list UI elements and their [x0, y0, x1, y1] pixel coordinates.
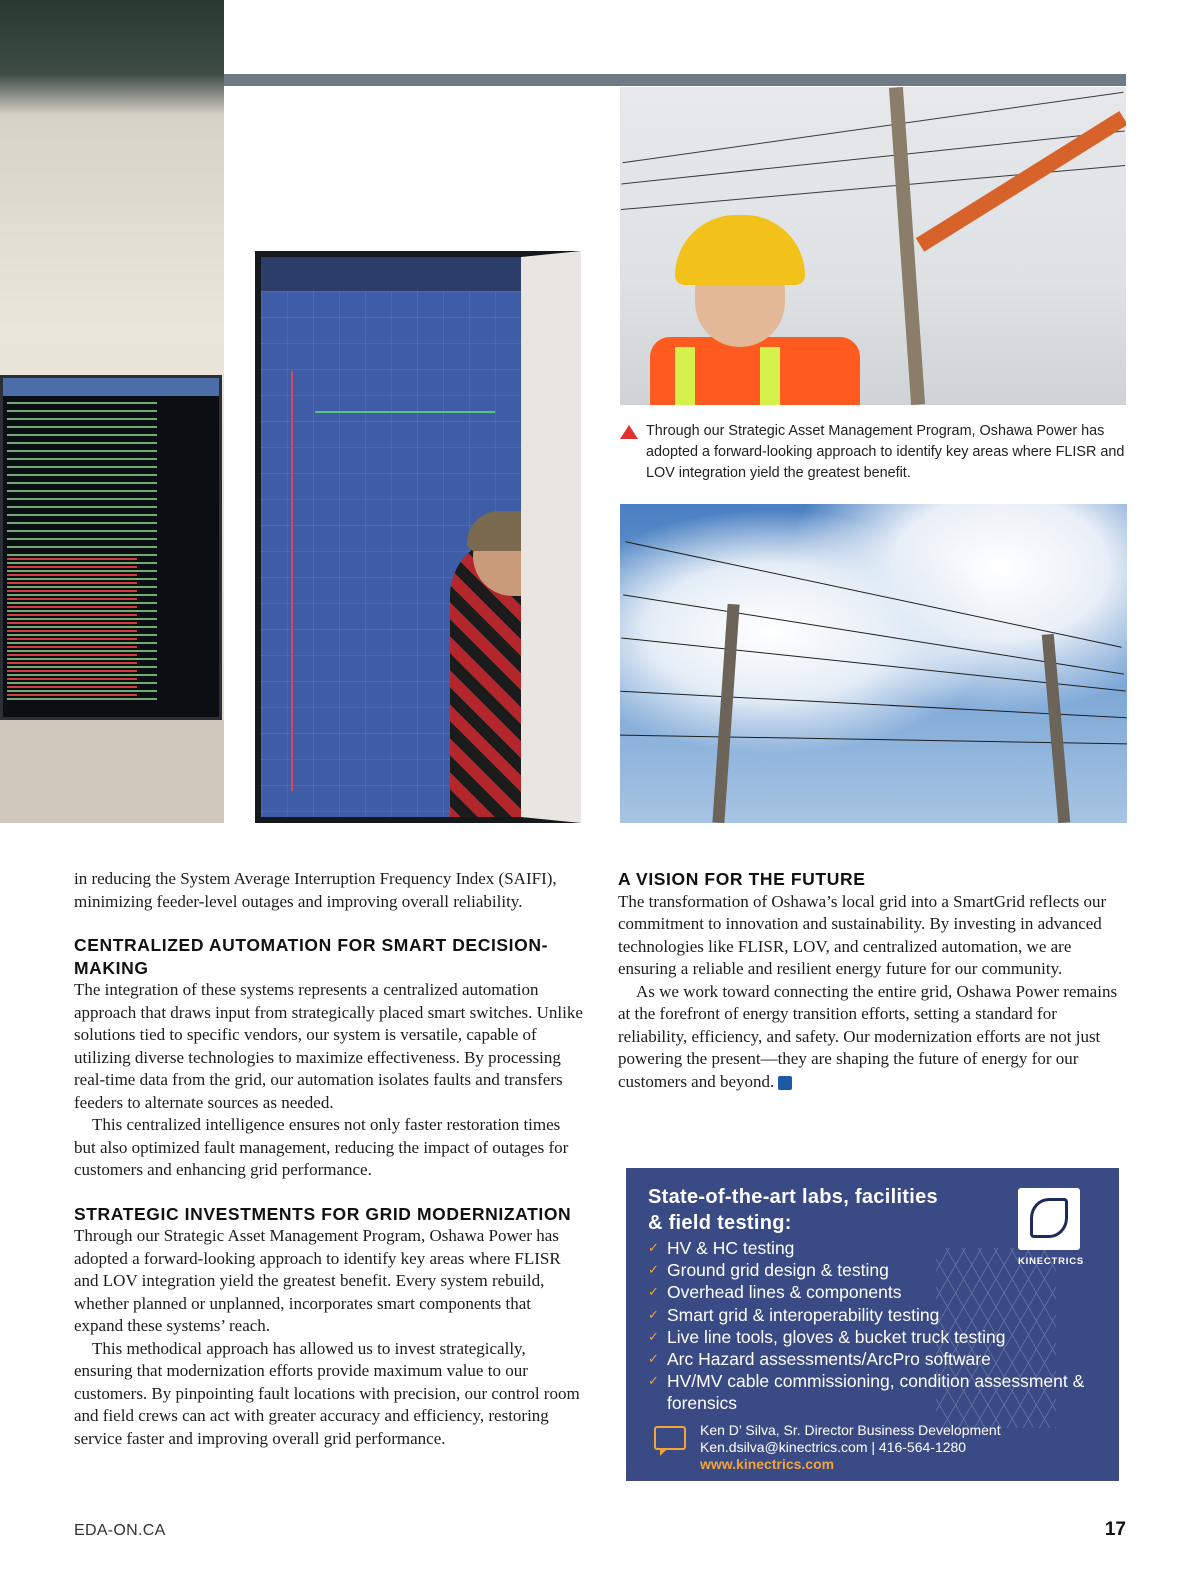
ad-service-label: HV/MV cable commissioning, condition assessment & forensics — [667, 1371, 1085, 1414]
check-icon: ✓ — [648, 1373, 659, 1389]
ad-logo-text: KINECTRICS — [1017, 1256, 1085, 1267]
check-icon: ✓ — [648, 1351, 659, 1367]
paragraph-closing: As we work toward connecting the entire grid, Oshawa Power remains at the forefront of energy transition efforts, setting a standard for reliability, efficiency, and safety. Our modernization efforts are not just powering the present—they are shaping the future of energy for our customers and beyond. D — [618, 981, 1118, 1091]
ad-service-item — [648, 1370, 1108, 1414]
check-icon: ✓ — [648, 1262, 659, 1278]
ad-service-item — [648, 1281, 1108, 1303]
ad-service-label: Overhead lines & components — [667, 1282, 902, 1303]
photo-lineworker-hardhat — [620, 87, 1126, 405]
article-right-column — [618, 868, 1128, 1093]
paragraph: This centralized intelligence ensures not only faster restoration times but also optimized fault management, reducing the impact of outages for customers and enhancing grid performance. — [74, 1115, 569, 1179]
page-number: 17 — [1104, 1519, 1126, 1540]
paragraph-intro: in reducing the System Average Interruption Frequency Index (SAIFI), minimizing feeder-level outages and improving overall reliability. — [74, 869, 557, 911]
paragraph: The transformation of Oshawa’s local grid into a SmartGrid reflects our commitment to innovation and sustainability. By investing in advanced technologies like FLISR, LOV, and centralized automation, we are ensuring a reliable and resilient energy future for our community. — [618, 891, 1107, 978]
top-divider-bar — [74, 74, 1126, 86]
kinectrics-logo-icon — [1018, 1188, 1080, 1250]
article-left-column — [74, 868, 584, 1450]
ad-headline: State-of-the-art labs, facilities & field testing: — [648, 1186, 938, 1234]
check-icon: ✓ — [648, 1306, 659, 1322]
photo-operator-at-touchscreen — [255, 251, 581, 823]
paragraph: This methodical approach has allowed us to invest strategically, ensuring that modernization efforts provide maximum value to our customers. By pinpointing fault locations with precision, our control room and field crews can act with greater accuracy and efficiency, restoring service faster and improving overall grid performance. — [74, 1338, 580, 1448]
ad-service-label: HV & HC testing — [667, 1238, 795, 1258]
heading-vision-future: A VISION FOR THE FUTURE — [618, 869, 866, 889]
check-icon: ✓ — [648, 1284, 659, 1300]
ad-service-label: Ground grid design & testing — [667, 1260, 889, 1281]
heading-centralized-automation: CENTRALIZED AUTOMATION FOR SMART DECISION-MAKING — [74, 935, 549, 978]
ad-service-item — [648, 1348, 1108, 1370]
caption-triangle-icon — [620, 425, 638, 439]
paragraph: Through our Strategic Asset Management Program, Oshawa Power has adopted a forward-looking approach to identify key areas where FLISR and LOV integration yield the greatest benefit. Every system rebuild, whether planned or unplanned, incorporates smart components that expand these systems’ reach. — [74, 1226, 561, 1335]
ad-service-item — [648, 1326, 1108, 1348]
end-of-article-icon: D — [778, 1076, 792, 1090]
ad-service-label: Arc Hazard assessments/ArcPro software — [667, 1349, 991, 1370]
photo-caption: Through our Strategic Asset Management Program, Oshawa Power has adopted a forward-looking approach to identify key areas where FLISR and LOV integration yield the greatest benefit. — [646, 423, 1125, 481]
check-icon: ✓ — [648, 1328, 659, 1344]
photo-control-room-monitor — [0, 0, 224, 823]
kinectrics-advertisement[interactable] — [626, 1168, 1119, 1481]
ad-website-link[interactable]: www.kinectrics.com — [700, 1456, 835, 1472]
footer-site-name: EDA-ON.CA — [74, 1522, 166, 1539]
ad-service-item — [648, 1304, 1108, 1326]
paragraph: The integration of these systems represents a centralized automation approach that draws input from strategically placed smart switches. Unlike solutions tied to specific vendors, our system is versatile, capable of utilizing diverse technologies to maximize effectiveness. By processing real-time data from the grid, our automation isolates faults and transfers feeders to alternate sources as needed. — [74, 980, 583, 1112]
ad-contact-name: Ken D’ Silva, Sr. Director Business Development — [700, 1422, 1001, 1438]
heading-strategic-investments: STRATEGIC INVESTMENTS FOR GRID MODERNIZATION — [74, 1203, 572, 1224]
monitor-screen — [0, 375, 222, 720]
ad-service-label: Live line tools, gloves & bucket truck testing — [667, 1326, 1006, 1347]
photo-power-lines-sky — [620, 504, 1127, 823]
ad-service-label: Smart grid & interoperability testing — [667, 1304, 940, 1325]
check-icon: ✓ — [648, 1240, 659, 1255]
chat-bubble-icon — [654, 1426, 686, 1450]
ad-contact-email-phone[interactable]: Ken.dsilva@kinectrics.com | 416-564-1280 — [700, 1439, 967, 1455]
